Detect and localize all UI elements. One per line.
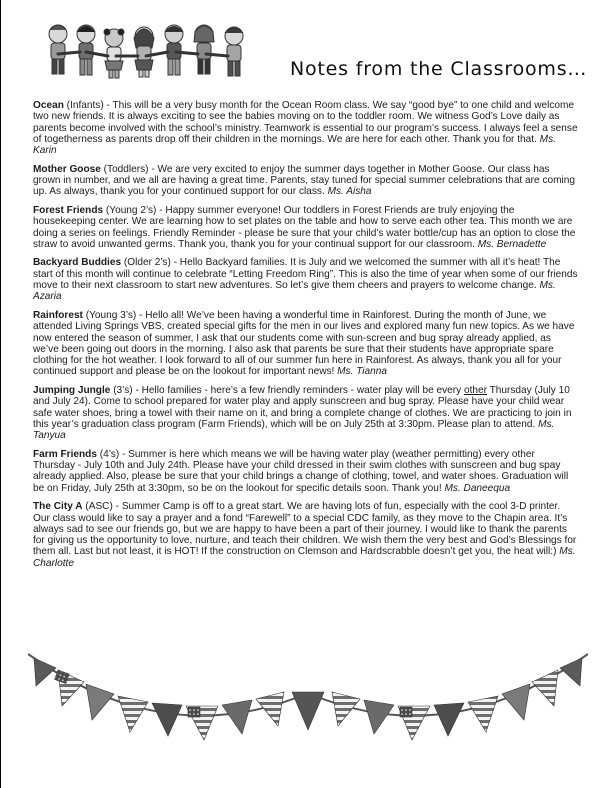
classroom-age: (Young 2’s) - bbox=[103, 204, 166, 216]
classroom-name: Backyard Buddies bbox=[33, 257, 122, 269]
teacher-signature: Ms. Daneequa bbox=[444, 482, 511, 494]
classroom-age: (Toddlers) - bbox=[100, 163, 158, 175]
american-flag-bunting-icon bbox=[28, 648, 588, 760]
note-jumping-jungle bbox=[33, 385, 579, 441]
classroom-notes bbox=[33, 100, 579, 576]
note-farm-friends bbox=[33, 449, 579, 494]
teacher-signature: Ms. Karin bbox=[33, 133, 556, 157]
classroom-age: (4’s) - bbox=[96, 448, 129, 460]
note-ocean bbox=[33, 100, 579, 156]
classroom-age: (Young 3’s) - bbox=[82, 309, 146, 321]
left-border-line bbox=[0, 0, 1, 788]
note-rainforest bbox=[33, 310, 579, 378]
classroom-age: (3’s) - bbox=[110, 385, 142, 397]
teacher-signature: Ms. Tanyua bbox=[33, 418, 555, 442]
classroom-name: Rainforest bbox=[33, 309, 83, 321]
note-body: Summer is here which means we will be having water play (weather permitting) every other Thursday - July 10th and July 24th. Please have your child dressed in their swim clothes with sunscreen and bug spay already applied. Also, please be sure that your child brings a change of clothing, towel, and water shoes. Graduation will be on Friday, July 25th at 3:30pm, so be on the lookout for specific details soon. Thank you! bbox=[33, 448, 569, 494]
teacher-signature: Ms. Azaria bbox=[33, 280, 556, 303]
classroom-name: Forest Friends bbox=[33, 204, 104, 216]
classroom-name: Farm Friends bbox=[33, 448, 97, 460]
note-body: We are very excited to enjoy the summer days together in Mother Goose. Our class has grown in number, and we all are having a great time. Parents, stay tuned for special summer celebrations that are coming up. As always, thank you for your continued support for our class. bbox=[33, 163, 575, 198]
children-holding-hands-icon bbox=[40, 20, 270, 80]
note-body: Summer Camp is off to a great start. We are having lots of fun, especially with the cool 3-D printer. Our class would like to say a prayer and a fond “Farewell” to a special CDC family, as they move to the Chapin area. It’s always sad to see our friends go, but we are happy to have been a part of their journey. I would like to thank the parents for giving us the opportunity to love, nurture, and teach their children. We wish them the very best and God’s Blessings for them all. Last but not least, it is HOT! If the construction on Clemson and Hardscrabble doesn’t get you, the heat will:) bbox=[33, 501, 577, 558]
note-body: Thursday (July 10 and July 24). Come to school prepared for water play and apply sunscreen and bug spray. Please have your child wear safe water shoes, bring a towel with their name on it, and bring a complete change of clothes. We are practicing to join in this year’s graduation class program (Farm Friends), which will be on July 25th at 3:30pm. Please plan to attend. bbox=[33, 385, 572, 430]
note-forest-friends bbox=[33, 205, 579, 250]
teacher-signature: Ms. Charlotte bbox=[33, 546, 576, 569]
note-body: Hello all! We’ve been having a wonderful time in Rainforest. During the month of June, we attended Living Springs VBS, created special gifts for the men in our lives and explored many fun new topics. As we have now entered the season of summer, I ask that our students come with sun-screen and bug spray already applied, as we’ve been going out doors in the morning. I also ask that parents be sure that their students have appropriate spare clothing for the hot weather. I look forward to all of our summer fun here in Rainforest. As always, thank you all for your continued support and please be on the lookout for important news! bbox=[33, 309, 575, 378]
classroom-age: (Older 2’s) - bbox=[121, 257, 180, 269]
teacher-signature: Ms. Tianna bbox=[337, 366, 387, 378]
note-backyard-buddies bbox=[33, 257, 579, 302]
classroom-name: Jumping Jungle bbox=[33, 385, 111, 397]
classroom-age: (Infants) - bbox=[63, 100, 113, 111]
classroom-age: (ASC) - bbox=[82, 501, 122, 513]
page-title: Notes from the Classrooms… bbox=[290, 58, 588, 80]
note-body: Hello Backyard families. It is July and we welcomed the summer with all it’s heat! The start of this month will continue to celebrate “Letting Freedom Ring”. This is also the time of year when some of our friends move to their next classroom to start new adventures. So let’s give them cheers and prayers to welcome change. bbox=[33, 257, 578, 292]
note-body: This will be a very busy month for the Ocean Room class. We say “good bye” to one child and welcome two new friends. It is always exciting to see the babies moving on to the toddler room. We witness God’s Love daily as parents become involved with the school’s ministry. Teamwork is essential to our program’s success. I always feel a sense of togetherness as parents drop off their children in the mornings. We are here for each other. Thank you for that. bbox=[33, 100, 578, 145]
note-the-city-a bbox=[33, 501, 579, 569]
classroom-name: Mother Goose bbox=[33, 163, 101, 175]
teacher-signature: Ms. Bernadette bbox=[477, 238, 547, 250]
note-body: Happy summer everyone! Our toddlers in Forest Friends are truly enjoying the housekeeping center. We are learning how to set plates on the table and how to serve each other tea. This month we are doing a series on feelings. Friendly Reminder - please be sure that your child’s water bottle/cup has an option to close the straw to avoid unwanted germs. Thank you, thank you for your continual support for our classroom. bbox=[33, 204, 576, 250]
classroom-name: The City A bbox=[33, 501, 83, 513]
note-body-intro: Hello families - here’s a few friendly reminders - water play will be every bbox=[141, 385, 464, 397]
note-mother-goose bbox=[33, 164, 579, 198]
underlined-word: other bbox=[463, 385, 487, 397]
teacher-signature: Ms. Aisha bbox=[327, 186, 372, 198]
classroom-name: Ocean bbox=[33, 100, 64, 111]
